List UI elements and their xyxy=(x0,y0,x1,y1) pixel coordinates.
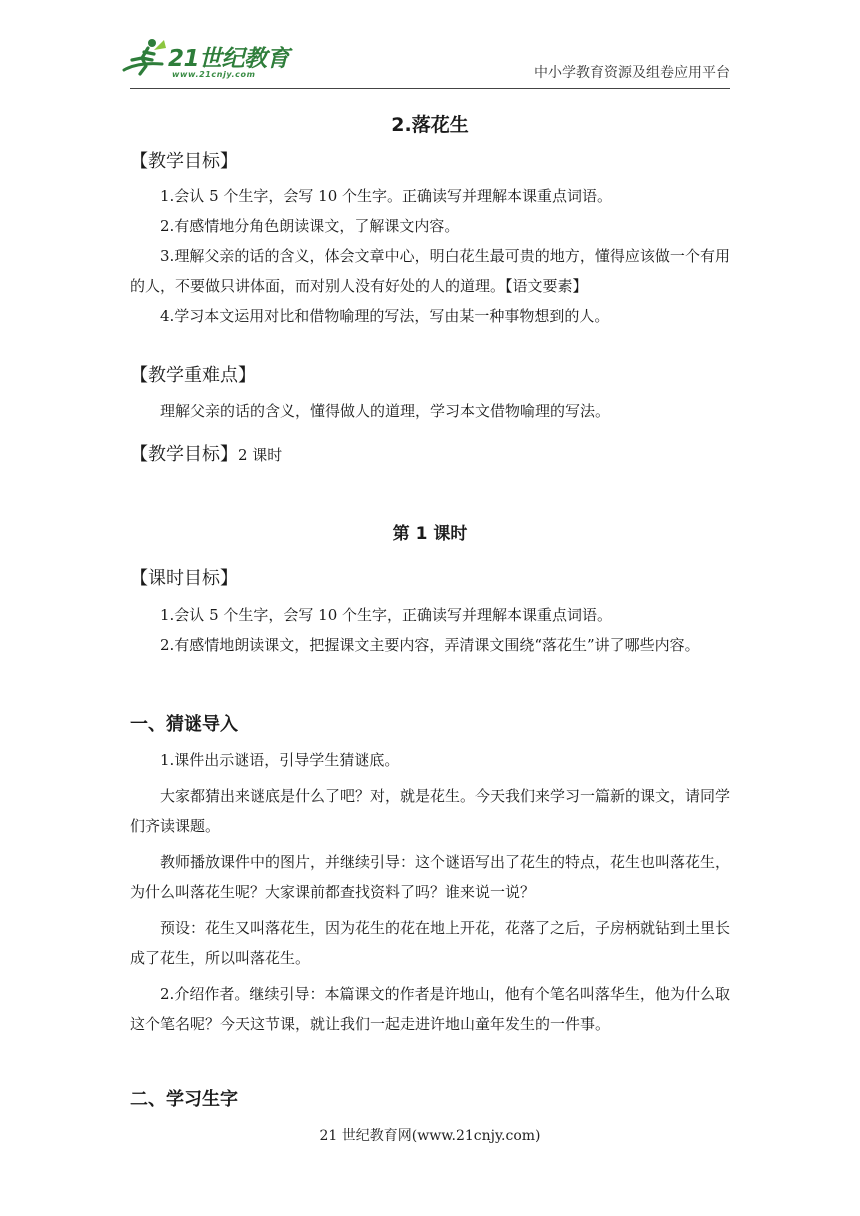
section-heading-lesson-goals: 【课时目标】 xyxy=(130,568,238,589)
part1-heading: 一、猜谜导入 xyxy=(130,714,238,735)
goal-item: 3.理解父亲的话的含义，体会文章中心，明白花生最可贵的地方，懂得应该做一个有用的人，不要做只讲体面，而对别人没有好处的人的道理。【语文要素】 xyxy=(130,247,730,295)
goal-item: 1.会认 5 个生字，会写 10 个生字。正确读写并理解本课重点词语。 xyxy=(160,187,613,205)
section-heading-goals: 【教学目标】 xyxy=(130,151,238,172)
goals-list xyxy=(130,181,730,331)
paragraph: 大家都猜出来谜底是什么了吧？对，就是花生。今天我们来学习一篇新的课文，请同学们齐读课题。 xyxy=(130,787,731,835)
page-header xyxy=(0,0,860,92)
header-divider xyxy=(130,88,730,89)
logo-text: 21世纪教育 xyxy=(168,46,290,72)
paragraph: 1.课件出示谜语，引导学生猜谜底。 xyxy=(160,751,400,769)
logo xyxy=(118,36,288,86)
goal-item: 2.有感情地分角色朗读课文，了解课文内容。 xyxy=(160,217,460,235)
part1-body xyxy=(130,745,730,1039)
lesson-goal-item: 1.会认 5 个生字，会写 10 个生字，正确读写并理解本课重点词语。 xyxy=(160,606,613,624)
key-text: 理解父亲的话的含义，懂得做人的道理，学习本文借物喻理的写法。 xyxy=(160,402,611,420)
page-footer: 21 世纪教育网(www.21cnjy.com) xyxy=(319,1128,541,1144)
lesson-goal-item: 2.有感情地朗读课文，把握课文主要内容，弄清课文围绕“落花生”讲了哪些内容。 xyxy=(160,636,700,654)
time-text: 2 课时 xyxy=(238,446,283,464)
lesson-goals-list xyxy=(130,600,730,660)
goal-item: 4.学习本文运用对比和借物喻理的写法，写由某一种事物想到的人。 xyxy=(160,307,610,325)
paragraph: 预设：花生又叫落花生，因为花生的花在地上开花，花落了之后，子房柄就钻到土里长成了花生，所以叫落花生。 xyxy=(130,919,731,967)
section-heading-key: 【教学重难点】 xyxy=(130,365,256,386)
paragraph: 2.介绍作者。继续引导：本篇课文的作者是许地山，他有个笔名叫落华生，他为什么取这个笔名呢？今天这节课，就让我们一起走进许地山童年发生的一件事。 xyxy=(130,985,730,1033)
page-title: 2.落花生 xyxy=(391,114,469,136)
logo-url: www.21cnjy.com xyxy=(172,70,256,79)
section-time xyxy=(130,440,730,466)
part2-heading: 二、学习生字 xyxy=(130,1089,238,1110)
section-heading-time: 【教学目标】 xyxy=(130,444,238,465)
paragraph: 教师播放课件中的图片，并继续引导：这个谜语写出了花生的特点，花生也叫落花生，为什么叫落花生呢？大家课前都查找资料了吗？谁来说一说？ xyxy=(130,853,731,901)
runner-logo-icon xyxy=(118,36,170,80)
lesson-title: 第 1 课时 xyxy=(392,524,468,544)
platform-name: 中小学教育资源及组卷应用平台 xyxy=(534,65,730,81)
